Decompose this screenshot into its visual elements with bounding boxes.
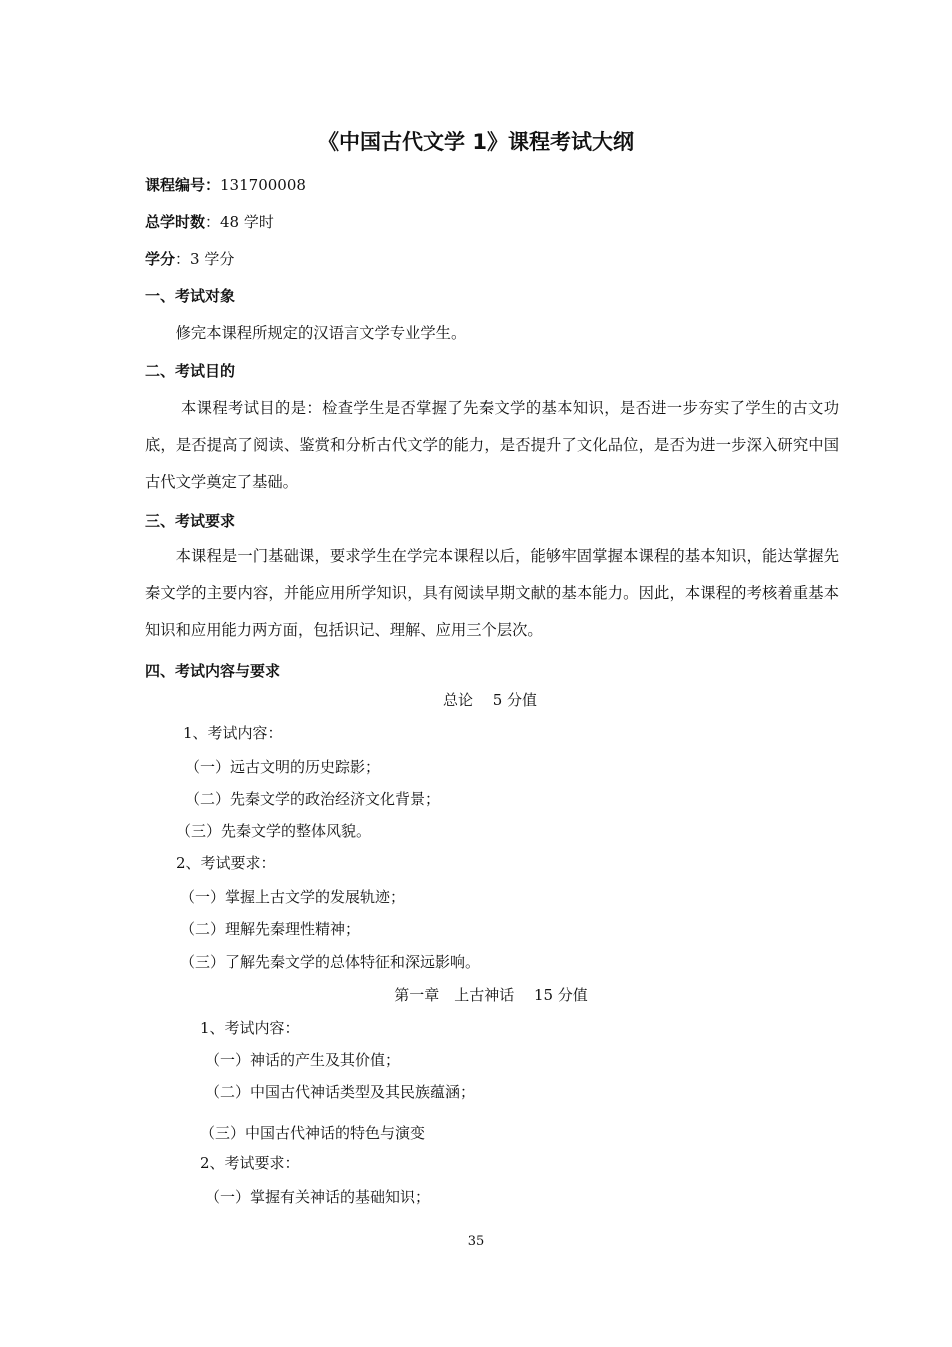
chapter-1-req-label: 2、考试要求： bbox=[200, 1154, 300, 1172]
overview-req-item: （三）了解先秦文学的总体特征和深远影响。 bbox=[180, 953, 481, 971]
total-hours-label: 总学时数 bbox=[145, 213, 206, 231]
page-title: 《中国古代文学 1》课程考试大纲 bbox=[318, 130, 634, 154]
section-4-heading: 四、考试内容与要求 bbox=[145, 662, 281, 680]
overview-content-label: 1、考试内容： bbox=[183, 724, 283, 742]
overview-req-item: （一）掌握上古文学的发展轨迹； bbox=[180, 888, 406, 906]
chapter-1-content-item: （一）神话的产生及其价值； bbox=[205, 1051, 401, 1069]
overview-req-label: 2、考试要求： bbox=[176, 854, 276, 872]
chapter-1-req-item: （一）掌握有关神话的基础知识； bbox=[205, 1188, 431, 1206]
course-code-value: 131700008 bbox=[220, 176, 306, 194]
chapter-1-heading: 第一章 上古神话 15 分值 bbox=[394, 986, 588, 1004]
chapter-1-content-item: （三）中国古代神话的特色与演变 bbox=[200, 1124, 426, 1142]
section-3-text: 本课程是一门基础课，要求学生在学完本课程以后，能够牢固掌握本课程的基本知识，能达掌握先秦文学的主要内容，并能应用所学知识，具有阅读早期文献的基本能力。因此，本课程的考核着重基本知识和应用能力两方面，包括识记、理解、应用三个层次。 bbox=[145, 547, 839, 639]
total-hours-value: ：48 学时 bbox=[205, 213, 274, 231]
overview-heading: 总论 5 分值 bbox=[442, 691, 538, 709]
section-1-text: 修完本课程所规定的汉语言文学专业学生。 bbox=[175, 324, 467, 342]
credits bbox=[145, 248, 234, 270]
overview-req-item: （二）理解先秦理性精神； bbox=[180, 920, 361, 938]
section-1-heading: 一、考试对象 bbox=[145, 287, 236, 305]
course-code-label: 课程编号： bbox=[145, 176, 221, 194]
credits-value: ：3 学分 bbox=[175, 250, 235, 268]
page-number: 35 bbox=[467, 1234, 485, 1249]
total-hours bbox=[145, 211, 274, 233]
section-2-text: 本课程考试目的是：检查学生是否掌握了先秦文学的基本知识，是否进一步夯实了学生的古文功底，是否提高了阅读、鉴赏和分析古代文学的能力，是否提升了文化品位，是否为进一步深入研究中国古代文学奠定了基础。 bbox=[145, 399, 839, 491]
overview-content-item: （一）远古文明的历史踪影； bbox=[185, 758, 381, 776]
chapter-1-content-label: 1、考试内容： bbox=[200, 1019, 300, 1037]
section-3-heading: 三、考试要求 bbox=[145, 512, 236, 530]
overview-content-item: （三）先秦文学的整体风貌。 bbox=[176, 822, 372, 840]
course-code bbox=[145, 174, 306, 196]
section-2-heading: 二、考试目的 bbox=[145, 362, 236, 380]
credits-label: 学分 bbox=[145, 250, 176, 268]
overview-content-item: （二）先秦文学的政治经济文化背景； bbox=[185, 790, 441, 808]
chapter-1-content-item: （二）中国古代神话类型及其民族蕴涵； bbox=[205, 1083, 476, 1101]
